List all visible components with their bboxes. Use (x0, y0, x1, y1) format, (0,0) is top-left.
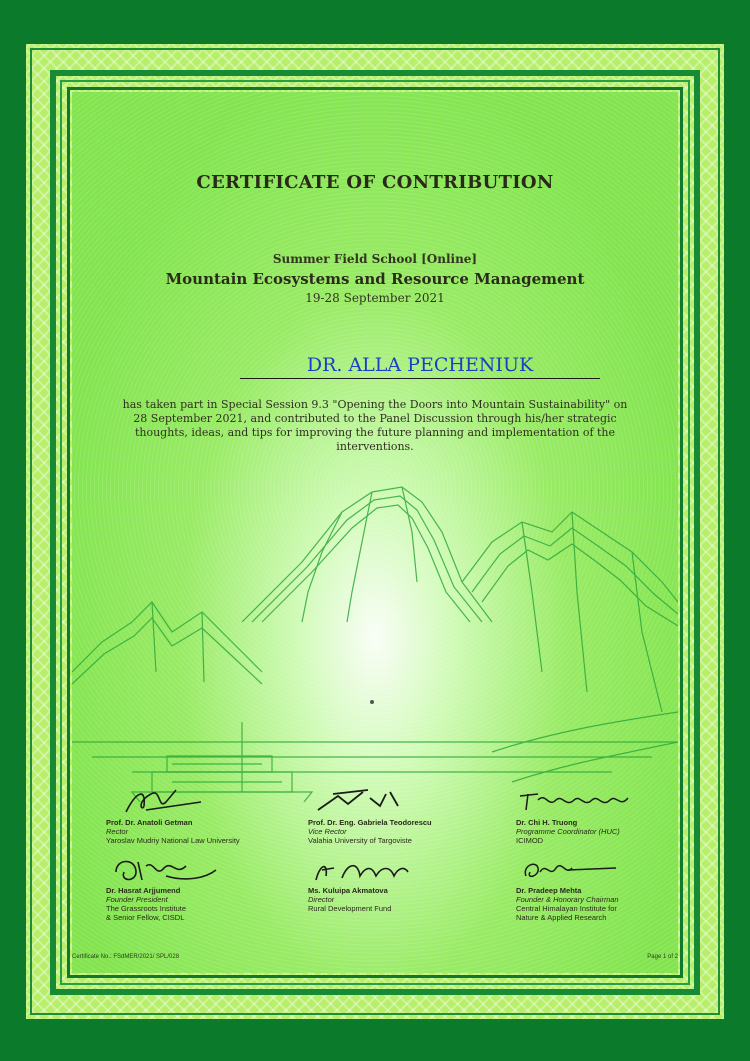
signatory-3 (516, 782, 678, 845)
signatory-name: Ms. Kuluipa Akmatova (308, 886, 388, 895)
certificate-body: has taken part in Special Session 9.3 "Opening the Doors into Mountain Sustainability" on 28 September 2021, and contributed to the Panel Discussion through his/her strategic thoughts, ideas, and tips for improving the future planning and implementation of the interventions. (122, 398, 628, 453)
signatory-org: ICIMOD (516, 836, 544, 845)
signatory-1 (106, 782, 296, 845)
signatory-org: Central Himalayan Institute for (516, 904, 617, 913)
signatory-role: Founder President (106, 895, 168, 904)
signature-akmatova-icon (308, 852, 428, 886)
signatory-name: Dr. Chi H. Truong (516, 818, 578, 827)
signatory-5 (308, 852, 498, 913)
signatory-org-2: Nature & Applied Research (516, 913, 607, 922)
signatory-org: Valahia University of Targoviste (308, 836, 412, 845)
program-dates: 19-28 September 2021 (305, 291, 445, 305)
signatory-2 (308, 782, 498, 845)
signatory-org-2: & Senior Fellow, CISDL (106, 913, 185, 922)
signatory-role: Founder & Honorary Chairman (516, 895, 619, 904)
signature-teodorescu-icon (308, 782, 428, 818)
signatory-role: Rector (106, 827, 129, 836)
signature-truong-icon (516, 782, 636, 818)
signatory-name: Prof. Dr. Eng. Gabriela Teodorescu (308, 818, 432, 827)
school-name: Summer Field School [Online] (272, 252, 478, 266)
signatory-org: The Grassroots Institute (106, 904, 187, 913)
certificate-panel (72, 92, 678, 973)
signature-getman-icon (106, 782, 226, 818)
certificate-title: CERTIFICATE OF CONTRIBUTION (196, 172, 554, 193)
signature-arjjumend-icon (106, 852, 226, 886)
certificate-number: Certificate No.: FSdMER/2021/ SPL/028 (72, 954, 180, 960)
signatory-role: Programme Coordinator (HUC) (516, 827, 620, 836)
signatory-org: Rural Development Fund (308, 904, 392, 913)
signatory-name: Dr. Hasrat Arjjumend (106, 886, 181, 895)
signatory-4 (106, 852, 296, 922)
signatory-role: Director (308, 895, 335, 904)
page-number: Page 1 of 2 (647, 954, 678, 960)
signature-mehta-icon (516, 852, 636, 886)
recipient-name: DR. ALLA PECHENIUK (240, 354, 600, 379)
signatory-6 (516, 852, 678, 922)
signatory-org: Yaroslav Mudriy National Law University (106, 836, 240, 845)
mountain-illustration (72, 472, 678, 802)
signatory-name: Prof. Dr. Anatoli Getman (106, 818, 193, 827)
signatory-role: Vice Rector (308, 827, 347, 836)
program-name: Mountain Ecosystems and Resource Management (165, 270, 585, 288)
signatory-name: Dr. Pradeep Mehta (516, 886, 582, 895)
